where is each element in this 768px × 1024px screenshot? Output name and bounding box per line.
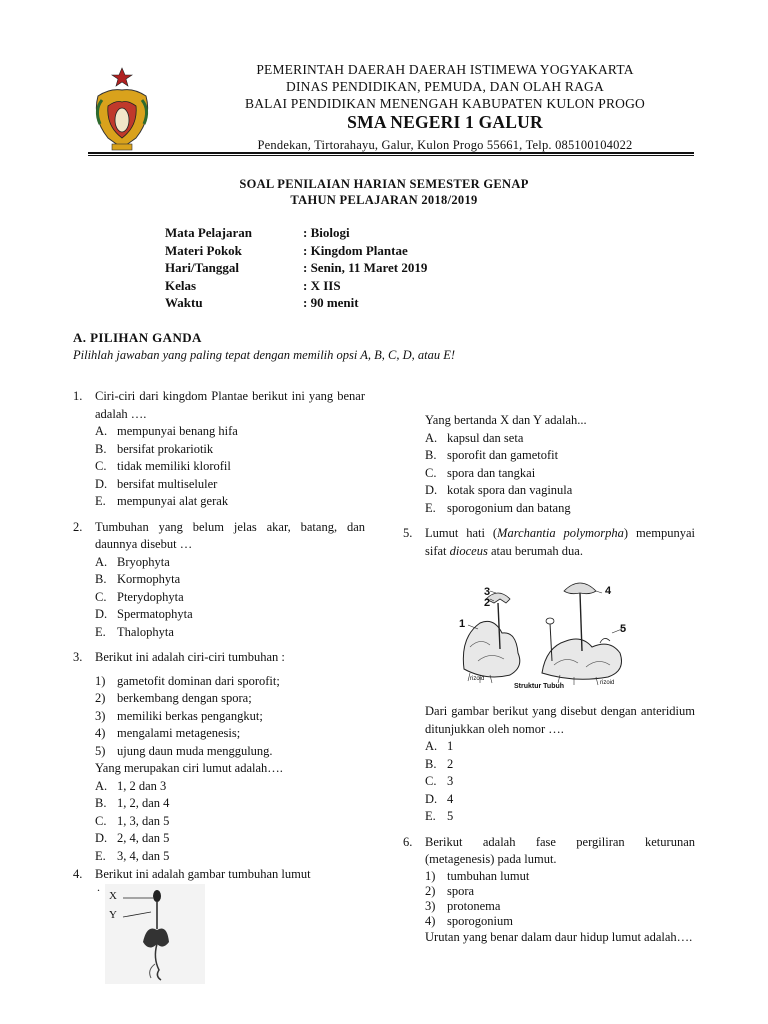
list-text: memiliki berkas pengangkut; xyxy=(117,708,263,723)
question-1 xyxy=(73,388,365,511)
exam-info xyxy=(165,225,427,313)
info-value: : X IIS xyxy=(303,277,341,293)
option-key: B. xyxy=(425,756,437,771)
list-item xyxy=(95,725,365,743)
list-text: tumbuhan lumut xyxy=(447,868,530,883)
question-number: 1. xyxy=(73,389,83,403)
option-key: E. xyxy=(95,494,106,508)
list-key: 4) xyxy=(425,913,436,928)
list-item xyxy=(95,690,365,708)
list-key: 4) xyxy=(95,726,106,740)
info-value: : Senin, 11 Maret 2019 xyxy=(303,260,428,275)
question-number: 3. xyxy=(73,650,83,664)
option-key: C. xyxy=(425,774,437,788)
exam-year: TAHUN PELAJARAN 2018/2019 xyxy=(290,193,478,207)
question-stem: Tumbuhan yang belum jelas akar, batang, dan daunnya disebut … xyxy=(95,519,365,551)
option-key: B. xyxy=(95,796,107,810)
option-key: B. xyxy=(425,448,437,462)
option-text: 1, 3, dan 5 xyxy=(117,813,170,828)
option-text: mempunyai alat gerak xyxy=(117,494,229,508)
option[interactable] xyxy=(95,554,365,572)
figure-caption: Struktur Tubuh xyxy=(514,683,565,690)
option-text: Pterydophyta xyxy=(117,589,184,604)
question-number: 5. xyxy=(403,526,413,540)
list-item xyxy=(95,743,365,761)
question-3 xyxy=(73,649,365,865)
option-key: D. xyxy=(425,791,438,806)
question-5 xyxy=(403,525,695,560)
stem-text: Lumut hati ( xyxy=(425,526,498,540)
option[interactable] xyxy=(95,795,365,813)
question-stem xyxy=(425,525,695,560)
option-text: Bryophyta xyxy=(117,554,170,569)
list-text: spora xyxy=(447,883,475,898)
school-address: Pendekan, Tirtorahayu, Galur, Kulon Progo 55661, Telp. 085100104022 xyxy=(257,138,633,152)
option[interactable] xyxy=(95,848,365,866)
info-label: Mata Pelajaran xyxy=(165,225,253,240)
option[interactable] xyxy=(425,482,695,500)
header-line-1: PEMERINTAH DAERAH DAERAH ISTIMEWA YOGYAKARTA xyxy=(256,62,634,77)
option[interactable] xyxy=(425,791,695,809)
question-2 xyxy=(73,519,365,642)
question-number: 4. xyxy=(73,867,83,881)
info-row xyxy=(165,295,427,313)
info-row xyxy=(165,260,427,278)
option[interactable] xyxy=(425,808,695,826)
info-label: Hari/Tanggal xyxy=(165,260,239,275)
info-label: Materi Pokok xyxy=(165,242,242,258)
option-text: Thalophyta xyxy=(117,624,174,639)
option-text: 1, 2, dan 4 xyxy=(117,796,170,810)
yogyakarta-crest-icon xyxy=(88,66,156,154)
option[interactable] xyxy=(95,476,365,494)
option-key: E. xyxy=(425,809,436,823)
list-text: gametofit dominan dari sporofit; xyxy=(117,673,280,688)
option-key: A. xyxy=(425,430,438,445)
option-key: D. xyxy=(95,476,108,491)
header-divider xyxy=(88,152,694,154)
option-key: A. xyxy=(95,424,108,438)
option-text: 1 xyxy=(447,739,454,753)
info-row xyxy=(165,225,427,243)
option[interactable] xyxy=(95,458,365,476)
option-text: Kormophyta xyxy=(117,572,181,586)
section-heading: A. PILIHAN GANDA xyxy=(73,330,202,345)
figure-rizoid-label: rizoid xyxy=(470,676,485,682)
figure-label-y: Y xyxy=(109,909,117,921)
figure-dot: . xyxy=(97,880,100,894)
info-label: Kelas xyxy=(165,277,197,293)
question-stem: Berikut adalah fase pergiliran keturunan (metagenesis) pada lumut. xyxy=(425,834,695,866)
option-text: 5 xyxy=(447,809,454,823)
question-4 xyxy=(73,866,373,884)
option-key: B. xyxy=(95,572,107,586)
marchantia-figure xyxy=(450,577,638,697)
question-tail: Yang bertanda X dan Y adalah... xyxy=(425,413,587,427)
question-5-continued xyxy=(403,703,695,826)
option[interactable] xyxy=(95,606,365,624)
list-key: 1) xyxy=(425,868,436,883)
list-key: 1) xyxy=(95,673,106,688)
option[interactable] xyxy=(95,493,365,511)
school-logo xyxy=(88,66,156,154)
question-stem: Berikut ini adalah ciri-ciri tumbuhan : xyxy=(95,650,285,664)
figure-rizoid-label: rizoid xyxy=(600,680,615,686)
list-text: mengalami metagenesis; xyxy=(117,726,241,740)
emphasis-term: dioceus xyxy=(449,543,488,558)
stem-text: atau berumah dua. xyxy=(487,543,583,558)
option-text: sporofit dan gametofit xyxy=(447,448,559,462)
option[interactable] xyxy=(425,738,695,756)
option[interactable] xyxy=(425,773,695,791)
question-tail: Dari gambar berikut yang disebut dengan anteridium ditunjukkan oleh nomor …. xyxy=(425,704,695,736)
exam-title: SOAL PENILAIAN HARIAN SEMESTER GENAP xyxy=(239,177,529,191)
option-text: 2 xyxy=(447,756,454,771)
option-key: D. xyxy=(425,483,438,497)
list-item xyxy=(425,884,695,899)
option[interactable] xyxy=(95,813,365,831)
info-row xyxy=(165,278,427,296)
question-6 xyxy=(403,834,695,947)
list-item xyxy=(95,673,365,691)
option[interactable] xyxy=(95,830,365,848)
list-text: ujung daun muda menggulung. xyxy=(117,743,273,758)
option[interactable] xyxy=(425,465,695,483)
scientific-name: Marchantia polymorpha xyxy=(497,526,624,540)
info-value: : Biologi xyxy=(303,225,350,240)
right-column-lower xyxy=(403,703,695,946)
option-text: kapsul dan seta xyxy=(447,430,524,445)
info-value: : 90 menit xyxy=(303,295,359,310)
info-value: : Kingdom Plantae xyxy=(303,242,408,258)
option-text: 2, 4, dan 5 xyxy=(117,831,170,845)
option[interactable] xyxy=(95,589,365,607)
list-key: 3) xyxy=(95,708,106,723)
option-text: bersifat multiseluler xyxy=(117,476,218,491)
option-text: tidak memiliki klorofil xyxy=(117,459,231,473)
figure-label-2: 2 xyxy=(484,597,491,609)
option-key: A. xyxy=(425,739,438,753)
option[interactable] xyxy=(95,624,365,642)
question-stem: Ciri-ciri dari kingdom Plantae berikut ini yang benar adalah …. xyxy=(95,389,365,421)
option-key: A. xyxy=(95,554,108,569)
header-line-3: BALAI PENDIDIKAN MENENGAH KABUPATEN KULON PROGO xyxy=(244,96,646,111)
option-text: Spermatophyta xyxy=(117,607,193,621)
option-key: C. xyxy=(95,589,107,604)
header-divider-thin xyxy=(88,155,694,156)
option[interactable] xyxy=(95,571,365,589)
header-line-2: DINAS PENDIDIKAN, PEMUDA, DAN OLAH RAGA xyxy=(286,79,604,94)
right-column xyxy=(403,412,695,560)
figure-label-3: 3 xyxy=(484,586,491,598)
option-key: E. xyxy=(95,848,106,863)
question-stem: Berikut ini adalah gambar tumbuhan lumut xyxy=(95,867,311,881)
list-key: 3) xyxy=(425,898,436,913)
option-key: E. xyxy=(425,500,436,515)
option-key: E. xyxy=(95,624,106,639)
option[interactable] xyxy=(95,778,365,796)
figure-label-4: 4 xyxy=(605,585,612,597)
option-text: 3, 4, dan 5 xyxy=(117,848,170,863)
option-text: mempunyai benang hifa xyxy=(117,424,238,438)
option-text: 4 xyxy=(447,791,454,806)
option-key: D. xyxy=(95,831,108,845)
list-item xyxy=(425,914,695,929)
list-text: protonema xyxy=(447,898,501,913)
list-text: berkembang dengan spora; xyxy=(117,691,252,705)
option-text: 1, 2 dan 3 xyxy=(117,778,167,793)
list-key: 5) xyxy=(95,743,106,758)
option-text: kotak spora dan vaginula xyxy=(447,483,573,497)
moss-figure xyxy=(95,880,207,984)
option-key: A. xyxy=(95,778,108,793)
option-key: B. xyxy=(95,441,107,456)
list-item xyxy=(425,899,695,914)
question-tail: Urutan yang benar dalam daur hidup lumut adalah…. xyxy=(425,929,693,944)
option[interactable] xyxy=(425,447,695,465)
list-item xyxy=(95,708,365,726)
question-4-continued xyxy=(403,412,695,517)
figure-label-1: 1 xyxy=(459,618,466,630)
section-instruction: Pilihlah jawaban yang paling tepat dengan memilih opsi A, B, C, D, atau E! xyxy=(73,348,456,362)
question-tail: Yang merupakan ciri lumut adalah…. xyxy=(95,761,283,775)
option-key: C. xyxy=(425,465,437,480)
stem-text: ) mempunyai sifat xyxy=(425,526,695,558)
option[interactable] xyxy=(425,430,695,448)
option-key: C. xyxy=(95,813,107,828)
left-column xyxy=(73,388,365,865)
option-text: sporogonium dan batang xyxy=(447,500,571,515)
figure-label-x: X xyxy=(109,890,117,902)
info-label: Waktu xyxy=(165,295,203,310)
option-text: 3 xyxy=(447,774,454,788)
option[interactable] xyxy=(425,500,695,518)
info-row xyxy=(165,243,427,261)
option[interactable] xyxy=(425,756,695,774)
option[interactable] xyxy=(95,423,365,441)
figure-label-5: 5 xyxy=(620,623,627,635)
question-number: 2. xyxy=(73,519,83,534)
option-text: spora dan tangkai xyxy=(447,465,536,480)
list-item xyxy=(425,869,695,884)
question-number: 6. xyxy=(403,834,413,849)
option-text: bersifat prokariotik xyxy=(117,441,214,456)
option-key: D. xyxy=(95,607,108,621)
list-key: 2) xyxy=(95,691,106,705)
school-name: SMA NEGERI 1 GALUR xyxy=(347,112,543,132)
list-key: 2) xyxy=(425,883,436,898)
option-key: C. xyxy=(95,459,107,473)
option[interactable] xyxy=(95,441,365,459)
list-text: sporogonium xyxy=(447,913,513,928)
